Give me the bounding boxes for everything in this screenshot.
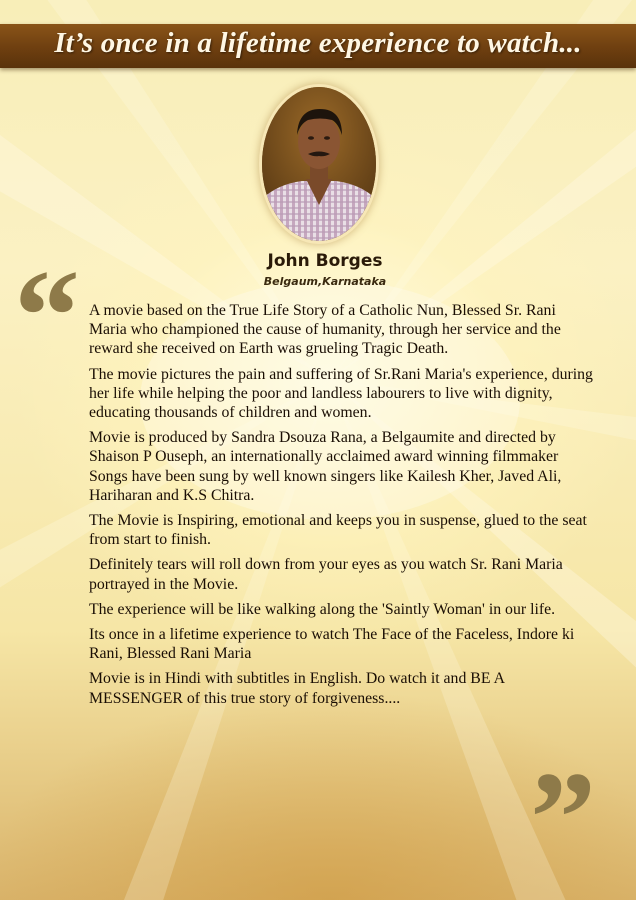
paragraph: Movie is in Hindi with subtitles in English. Do watch it and BE A MESSENGER of this true story of forgiveness.... — [89, 670, 505, 707]
open-quote-mark: “ — [14, 242, 80, 389]
testimonial-body — [89, 301, 594, 714]
paragraph: Movie is produced by Sandra Dsouza Rana, a Belgaumite and directed by Shaison P Ouseph, an internationally acclaimed award winning filmmaker Songs have been sung by well known singers like Kailesh Kher, Javed Ali, Hariharan and K.S Chitra. — [89, 429, 562, 504]
paragraph: The Movie is Inspiring, emotional and keeps you in suspense, glued to the seat from start to finish. — [89, 512, 587, 549]
person-name: John Borges — [267, 251, 383, 271]
banner-title: It’s once in a lifetime experience to watch... — [54, 27, 582, 59]
paragraph: The movie pictures the pain and suffering of Sr.Rani Maria's experience, during her life while helping the poor and landless labourers to live with dignity, educating thousands of children and women. — [89, 365, 593, 422]
portrait-photo — [262, 87, 376, 241]
close-quote-mark: ” — [530, 744, 596, 891]
title-banner — [0, 24, 636, 68]
person-location: Belgaum,Karnataka — [263, 275, 387, 288]
paragraph: The experience will be like walking along the 'Saintly Woman' in our life. — [89, 600, 556, 618]
paragraph: A movie based on the True Life Story of a Catholic Nun, Blessed Sr. Rani Maria who championed the cause of humanity, through her service and the reward she received on Earth was grueling Tragic Death. — [89, 302, 561, 358]
paragraph: Its once in a lifetime experience to watch The Face of the Faceless, Indore ki Rani, Blessed Rani Maria — [89, 626, 575, 663]
paragraph: Definitely tears will roll down from your eyes as you watch Sr. Rani Maria portrayed in the Movie. — [89, 556, 563, 593]
